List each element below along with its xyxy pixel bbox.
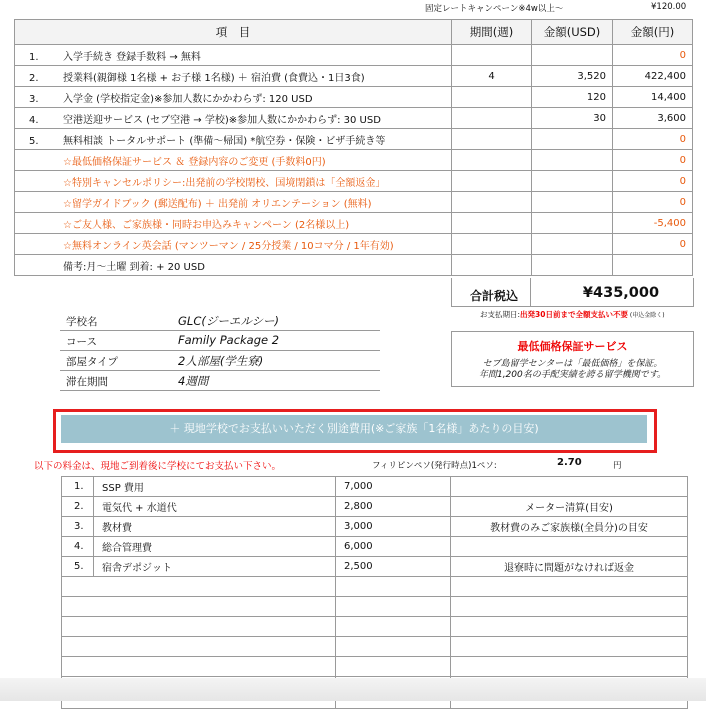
estimate-table (14, 19, 693, 276)
estimate-row-weeks: 4 (452, 66, 532, 87)
fee-row-note (451, 477, 688, 497)
fee-row-empty (62, 597, 688, 617)
estimate-row (15, 150, 693, 171)
estimate-row-usd (532, 129, 613, 150)
fee-cell-empty (451, 617, 688, 637)
estimate-row-jpy (613, 255, 693, 276)
estimate-row-usd: 30 (532, 108, 613, 129)
estimate-row-usd (532, 213, 613, 234)
fee-row-note: 退寮時に問題がなければ返金 (451, 557, 688, 577)
fee-row-amount: 2,800 (336, 497, 451, 517)
estimate-row-usd (532, 234, 613, 255)
estimate-row-weeks (452, 255, 532, 276)
estimate-row-description (15, 213, 452, 234)
column-header-weeks: 期間(週) (452, 20, 532, 45)
fee-row-empty (62, 637, 688, 657)
fee-cell-empty (62, 657, 336, 677)
local-payment-note: 以下の料金は、現地ご到着後に学校にてお支払い下さい。 (34, 461, 282, 472)
estimate-row-weeks (452, 45, 532, 66)
estimate-row-description (15, 234, 452, 255)
page-bottom-edge (0, 678, 706, 701)
estimate-table-header (15, 20, 693, 45)
estimate-row-weeks (452, 129, 532, 150)
fee-row-amount: 3,000 (336, 517, 451, 537)
fee-row-item: 総合管理費 (94, 537, 336, 557)
school-info-row (60, 370, 380, 391)
fee-row-amount: 6,000 (336, 537, 451, 557)
estimate-row (15, 87, 693, 108)
column-header-usd: 金額(USD) (532, 20, 613, 45)
fee-row-number: 2. (62, 497, 94, 517)
estimate-row-text: 入学金 (学校指定金)※参加人数にかかわらず: 120 USD (63, 93, 313, 105)
estimate-row-jpy: 14,400 (613, 87, 693, 108)
price-guarantee-box (451, 331, 694, 387)
fee-cell-empty (336, 657, 451, 677)
estimate-row-usd (532, 171, 613, 192)
estimate-row-text: 備考:月～土曜 到着: + 20 USD (63, 261, 205, 273)
fee-row-number: 1. (62, 477, 94, 497)
estimate-row (15, 234, 693, 255)
total-divider (530, 278, 531, 307)
estimate-row-weeks (452, 171, 532, 192)
payment-due-prefix: お支払期日: (480, 310, 521, 319)
column-header-jpy: 金額(円) (613, 20, 693, 45)
fee-row-empty (62, 657, 688, 677)
school-info-key: 学校名 (66, 316, 98, 328)
estimate-row-jpy: 0 (613, 234, 693, 255)
estimate-row-usd (532, 45, 613, 66)
estimate-row (15, 255, 693, 276)
fee-cell-empty (62, 637, 336, 657)
estimate-row-description (15, 66, 452, 87)
fee-row-note: 教材費のみご家族様(全員分)の目安 (451, 517, 688, 537)
price-guarantee-title: 最低価格保証サービス (517, 340, 628, 353)
estimate-row-weeks (452, 150, 532, 171)
fee-cell-empty (451, 637, 688, 657)
fee-cell-empty (451, 577, 688, 597)
school-info-key: 滞在期間 (66, 376, 108, 388)
estimate-row-jpy: 422,400 (613, 66, 693, 87)
estimate-row-weeks (452, 108, 532, 129)
estimate-row-text: ☆特別キャンセルポリシー:出発前の学校閉校、国境閉鎖は「全額返金」 (63, 177, 386, 189)
fee-row-item: 教材費 (94, 517, 336, 537)
fee-cell-empty (62, 617, 336, 637)
estimate-row (15, 129, 693, 150)
fee-row-number: 4. (62, 537, 94, 557)
fee-row-item: SSP 費用 (94, 477, 336, 497)
estimate-row-description (15, 255, 452, 276)
fee-row-amount: 2,500 (336, 557, 451, 577)
estimate-row-jpy: 0 (613, 129, 693, 150)
price-guarantee-line2: 年間1,200名の手配実績を誇る留学機関です。 (478, 370, 667, 380)
fee-row (62, 557, 688, 577)
fee-cell-empty (336, 597, 451, 617)
estimate-row-text: ☆ご友人様、ご家族様・同時お申込みキャンペーン (2名様以上) (63, 219, 350, 231)
estimate-row-description (15, 108, 452, 129)
estimate-row-usd: 120 (532, 87, 613, 108)
fee-row-number: 5. (62, 557, 94, 577)
school-info-value: 2人部屋(学生寮) (178, 354, 264, 368)
school-info-row (60, 310, 380, 331)
exchange-rate-unit: 円 (613, 461, 622, 471)
estimate-row (15, 213, 693, 234)
fee-row-empty (62, 577, 688, 597)
payment-due-emphasis: 出発30日前まで全額支払い不要 (520, 310, 628, 319)
estimate-row-jpy: 0 (613, 45, 693, 66)
fee-cell-empty (451, 597, 688, 617)
school-info-value: 4週間 (178, 374, 209, 388)
fee-row (62, 477, 688, 497)
fee-row-item: 電気代 + 水道代 (94, 497, 336, 517)
estimate-row-description (15, 150, 452, 171)
estimate-row-number: 2. (29, 72, 39, 84)
estimate-row-usd (532, 192, 613, 213)
campaign-rate-note: 固定レートキャンペーン※4w以上～ (425, 4, 564, 14)
fee-row-item: 宿舎デポジット (94, 557, 336, 577)
estimate-row-description (15, 87, 452, 108)
fee-cell-empty (62, 597, 336, 617)
fee-row-note (451, 537, 688, 557)
estimate-row-jpy: 3,600 (613, 108, 693, 129)
estimate-row-usd: 3,520 (532, 66, 613, 87)
fee-row-number: 3. (62, 517, 94, 537)
school-info-value: GLC(ジーエルシー) (178, 314, 280, 328)
estimate-row (15, 45, 693, 66)
payment-due-suffix: (申込金除く) (627, 312, 665, 319)
school-info (60, 310, 380, 394)
fee-row-note: メーター清算(目安) (451, 497, 688, 517)
fee-cell-empty (336, 637, 451, 657)
estimate-row-text: 入学手続き 登録手数料 → 無料 (63, 51, 201, 63)
estimate-row (15, 66, 693, 87)
estimate-row (15, 192, 693, 213)
campaign-rate-value: ¥120.00 (651, 2, 687, 12)
estimate-row-jpy: 0 (613, 192, 693, 213)
total-label: 合計税込 (469, 289, 518, 303)
estimate-row-weeks (452, 87, 532, 108)
estimate-row-text: ☆無料オンライン英会話 (マンツーマン / 25分授業 / 10コマ分 / 1年有効) (63, 240, 394, 252)
total-value: ¥435,000 (582, 285, 660, 301)
estimate-row-number: 3. (29, 93, 39, 105)
estimate-row-weeks (452, 213, 532, 234)
school-info-row (60, 330, 380, 351)
estimate-row-number: 5. (29, 135, 39, 147)
school-info-key: 部屋タイプ (66, 356, 118, 368)
fee-cell-empty (336, 577, 451, 597)
estimate-row-text: ☆留学ガイドブック (郵送配布) ＋ 出発前 オリエンテーション (無料) (63, 198, 372, 210)
estimate-row (15, 108, 693, 129)
fee-row (62, 537, 688, 557)
estimate-row-text: 空港送迎サービス (セブ空港 → 学校)※参加人数にかかわらず: 30 USD (63, 114, 381, 126)
local-fees-table (61, 476, 688, 709)
payment-due-note (480, 309, 665, 320)
fee-cell-empty (336, 617, 451, 637)
estimate-row-jpy: 0 (613, 171, 693, 192)
fee-cell-empty (62, 577, 336, 597)
estimate-row-weeks (452, 192, 532, 213)
school-info-value: Family Package 2 (178, 333, 280, 347)
estimate-row-weeks (452, 234, 532, 255)
estimate-row-jpy: 0 (613, 150, 693, 171)
estimate-row-number: 4. (29, 114, 39, 126)
price-guarantee-line1: セブ島留学センターは「最低価格」を保証。 (482, 359, 663, 369)
fee-row (62, 497, 688, 517)
estimate-row-text: ☆最低価格保証サービス ＆ 登録内容のご変更 (手数料0円) (63, 156, 326, 168)
fee-row-empty (62, 617, 688, 637)
local-fees-banner[interactable]: ＋ 現地学校でお支払いいただく別途費用(※ご家族「1名様」あたりの目安) (61, 415, 647, 443)
school-info-key: コース (66, 336, 97, 348)
fee-row (62, 517, 688, 537)
estimate-row-description (15, 192, 452, 213)
estimate-row-text: 授業料(親御様 1名様 + お子様 1名様) ＋ 宿泊費 (食費込・1日3食) (63, 72, 365, 84)
estimate-row-description (15, 45, 452, 66)
estimate-row-text: 無料相談 トータルサポート (準備～帰国) *航空券・保険・ビザ手続き等 (63, 135, 386, 147)
exchange-rate-value: 2.70 (557, 457, 582, 468)
estimate-row-number: 1. (29, 51, 39, 63)
estimate-row (15, 171, 693, 192)
estimate-row-usd (532, 150, 613, 171)
estimate-row-description (15, 129, 452, 150)
estimate-row-usd (532, 255, 613, 276)
exchange-rate-label: フィリピンペソ(発行時点)1ペソ: (372, 461, 497, 471)
estimate-row-jpy: -5,400 (613, 213, 693, 234)
fee-cell-empty (451, 657, 688, 677)
school-info-row (60, 350, 380, 371)
column-header-item: 項 目 (15, 20, 452, 45)
estimate-row-description (15, 171, 452, 192)
fee-row-amount: 7,000 (336, 477, 451, 497)
